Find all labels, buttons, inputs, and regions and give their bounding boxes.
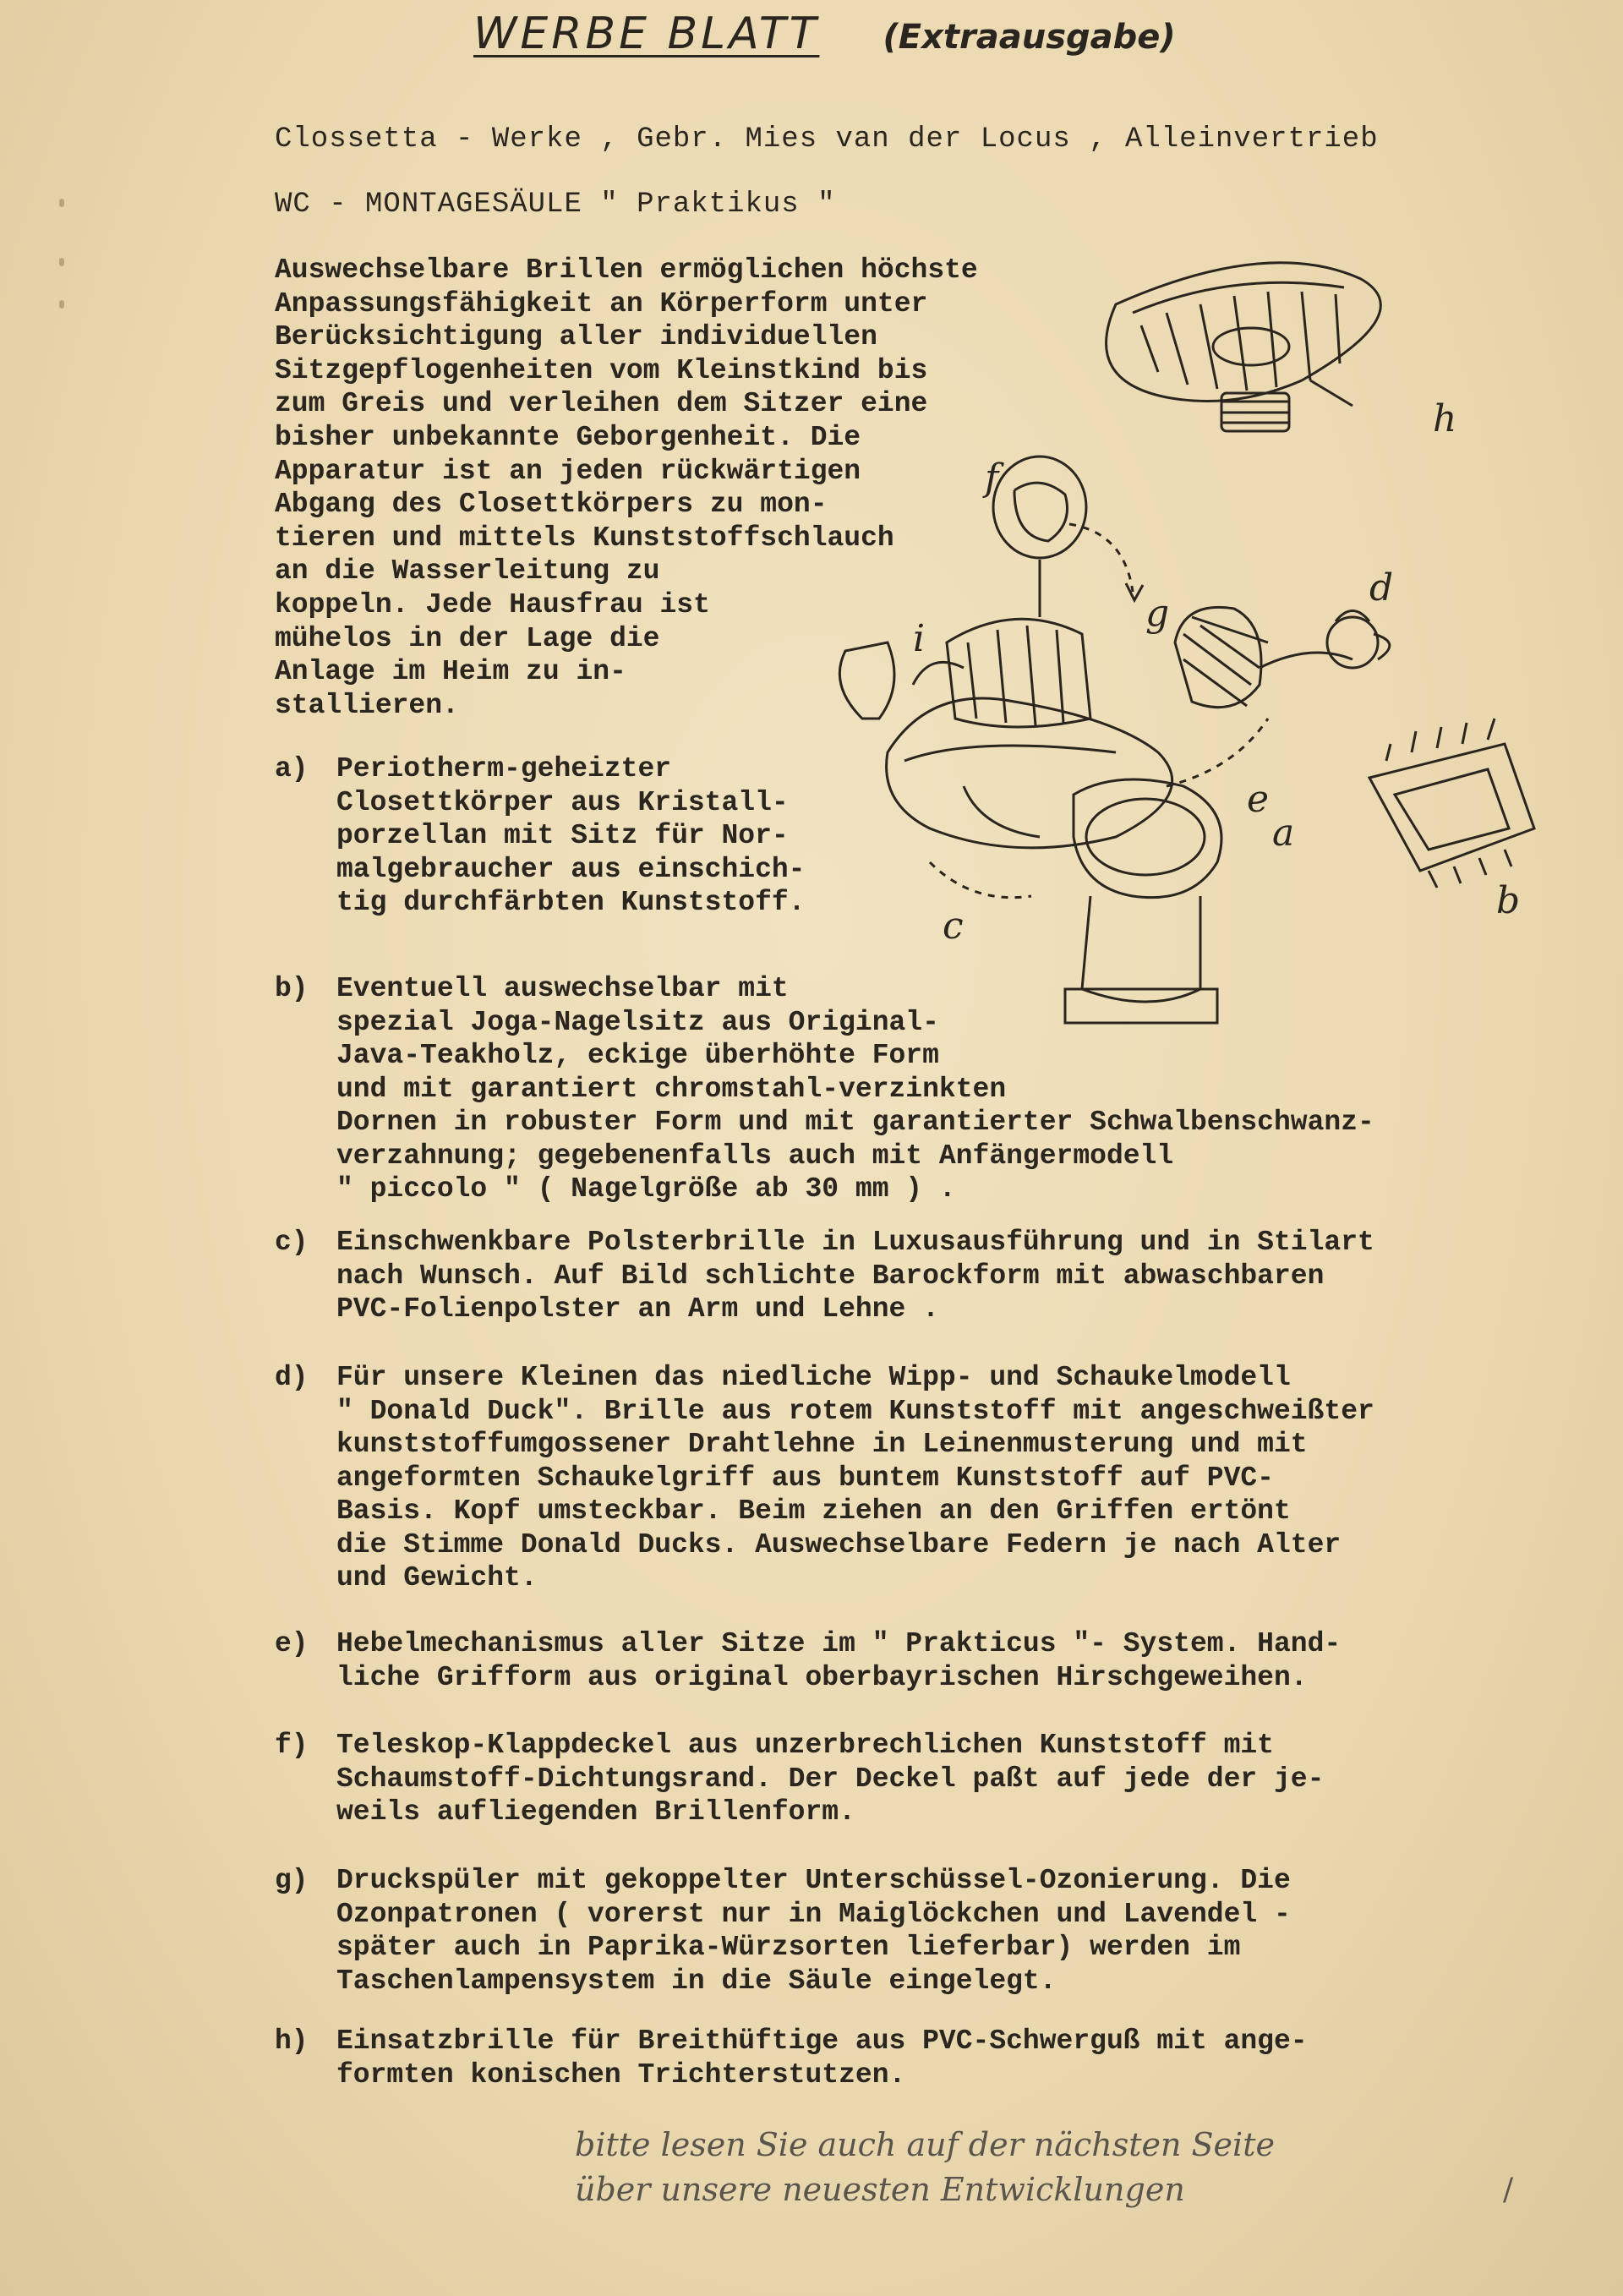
feature-item-line: Dornen in robuster Form und mit garantierter Schwalbenschwanz- (336, 1107, 1374, 1138)
punch-mark (59, 199, 64, 207)
intro-line: an die Wasserleitung zu (275, 555, 660, 588)
punch-mark (59, 300, 64, 309)
intro-line: stallieren. (275, 689, 459, 721)
feature-item-text (336, 1361, 1374, 1595)
feature-item-line: Einschwenkbare Polsterbrille in Luxusausführung und in Stilart (336, 1227, 1374, 1258)
intro-line: Anpassungsfähigkeit an Körperform unter (275, 287, 928, 320)
feature-item-line: später auch in Paprika-Würzsorten lieferbar) werden im (336, 1932, 1241, 1963)
handwritten-note-line-1: bitte lesen Sie auch auf der nächsten Seite (575, 2126, 1275, 2163)
feature-item-line: Eventuell auswechselbar mit (336, 973, 789, 1004)
feature-item-label: a) (275, 753, 309, 784)
feature-item-line: nach Wunsch. Auf Bild schlichte Barockform mit abwaschbaren (336, 1260, 1325, 1292)
feature-item-line: porzellan mit Sitz für Nor- (336, 820, 789, 851)
feature-item-text (336, 1864, 1291, 1998)
label-d: d (1369, 566, 1394, 610)
feature-item-line: spezial Joga-Nagelsitz aus Original- (336, 1006, 939, 1038)
label-h: h (1433, 397, 1457, 440)
feature-item-line: Java-Teakholz, eckige überhöhte Form (336, 1040, 939, 1071)
intro-line: mühelos in der Lage die (275, 622, 660, 654)
duck-seat-drawing (1175, 607, 1390, 707)
label-b: b (1496, 879, 1521, 922)
page-title (473, 8, 1454, 59)
punch-mark (59, 258, 64, 266)
intro-line: Berücksichtigung aller individuellen (275, 321, 877, 353)
insert-seat-drawing (1107, 263, 1381, 431)
page-mark: / (1503, 2173, 1514, 2207)
intro-line: koppeln. Jede Hausfrau ist (275, 588, 710, 620)
intro-line: Abgang des Closettkörpers zu mon- (275, 489, 828, 521)
intro-line: zum Greis und verleihen dem Sitzer eine (275, 388, 928, 420)
feature-item-line: Ozonpatronen ( vorerst nur in Maiglöckchen und Lavendel - (336, 1898, 1291, 1930)
label-e: e (1247, 778, 1270, 821)
feature-item-line: PVC-Folienpolster an Arm und Lehne . (336, 1293, 939, 1325)
title-main: WERBE BLATT (473, 8, 820, 59)
feature-item-label: e) (275, 1628, 309, 1659)
feature-item-line: und mit garantiert chromstahl-verzinkten (336, 1073, 1007, 1105)
feature-item-text (336, 1226, 1374, 1326)
feature-item-line: die Stimme Donald Ducks. Auswechselbare Federn je nach Alter (336, 1528, 1342, 1561)
feature-item-label: g) (275, 1865, 309, 1896)
product-line: WC - MONTAGESÄULE " Praktikus " (275, 189, 836, 221)
feature-item-label: h) (275, 2025, 309, 2057)
lid-drawing (993, 456, 1143, 617)
feature-item-line: weils aufliegenden Brillenform. (336, 1796, 855, 1828)
feature-item-text (336, 1729, 1324, 1829)
feature-item-line: Basis. Kopf umsteckbar. Beim ziehen an den Griffen ertönt (336, 1495, 1291, 1527)
intro-line: tieren und mittels Kunststoffschlauch (275, 522, 894, 554)
toilet-illustration (761, 245, 1538, 1040)
feature-item-line: liche Grifform aus original oberbayrischen Hirschgeweihen. (336, 1661, 1308, 1693)
feature-item-line: malgebraucher aus einschich- (336, 853, 806, 885)
feature-item-line: " Donald Duck". Brille aus rotem Kunststoff mit angeschweißter (336, 1395, 1374, 1427)
feature-item-line: Einsatzbrille für Breithüftige aus PVC-Schwerguß mit ange- (336, 2025, 1308, 2057)
feature-item-line: Taschenlampensystem in die Säule eingelegt. (336, 1965, 1057, 1997)
label-i: i (913, 617, 926, 660)
feature-item-line: Teleskop-Klappdeckel aus unzerbrechlichen Kunststoff mit (336, 1730, 1274, 1761)
feature-item-text (336, 752, 806, 920)
feature-item-label: b) (275, 973, 309, 1004)
feature-item-line: Closettkörper aus Kristall- (336, 786, 789, 818)
feature-item-line: formten konischen Trichterstutzen. (336, 2058, 906, 2091)
company-line: Clossetta - Werke , Gebr. Mies van der Locus , Alleinvertrieb (275, 123, 1379, 156)
feature-item-line: Für unsere Kleinen das niedliche Wipp- und Schaukelmodell (336, 1362, 1291, 1393)
feature-item-label: d) (275, 1362, 309, 1393)
label-f: f (985, 456, 999, 500)
feature-item-line: Periotherm-geheizter (336, 753, 672, 784)
feature-item-label: c) (275, 1227, 309, 1258)
handwritten-note-line-2: über unsere neuesten Entwicklungen (575, 2171, 1185, 2208)
feature-item-line: und Gewicht. (336, 1562, 538, 1594)
label-c: c (943, 905, 964, 948)
intro-line: Auswechselbare Brillen ermöglichen höchste (275, 254, 978, 286)
toilet-body-drawing (839, 619, 1221, 1023)
nail-seat-drawing (1369, 719, 1534, 888)
feature-item-line: angeformten Schaukelgriff aus buntem Kunststoff auf PVC- (336, 1462, 1274, 1494)
feature-item-line: tig durchfärbten Kunststoff. (336, 887, 806, 918)
feature-item-line: Druckspüler mit gekoppelter Unterschüssel-Ozonierung. Die (336, 1865, 1291, 1896)
intro-line: Anlage im Heim zu in- (275, 656, 626, 688)
feature-item-line: verzahnung; gegebenenfalls auch mit Anfängermodell (336, 1140, 1174, 1172)
feature-item-label: f) (275, 1730, 309, 1761)
intro-line: Apparatur ist an jeden rückwärtigen (275, 455, 861, 487)
intro-line: bisher unbekannte Geborgenheit. Die (275, 421, 861, 453)
feature-item-text (336, 1627, 1341, 1694)
feature-item-line: Schaumstoff-Dichtungsrand. Der Deckel paßt auf jede der je- (336, 1763, 1325, 1795)
feature-item-line: Hebelmechanismus aller Sitze im " Prakticus "- System. Hand- (336, 1628, 1342, 1659)
title-subtitle: (Extraausgabe) (883, 18, 1176, 57)
intro-line: Sitzgepflogenheiten vom Kleinstkind bis (275, 354, 928, 386)
label-a: a (1272, 812, 1295, 855)
feature-item-line: kunststoffumgossener Drahtlehne in Leinenmusterung und mit (336, 1429, 1308, 1460)
feature-item-line: " piccolo " ( Nagelgröße ab 30 mm ) . (336, 1173, 956, 1205)
label-g: g (1145, 592, 1170, 635)
feature-item-text (336, 2025, 1308, 2091)
